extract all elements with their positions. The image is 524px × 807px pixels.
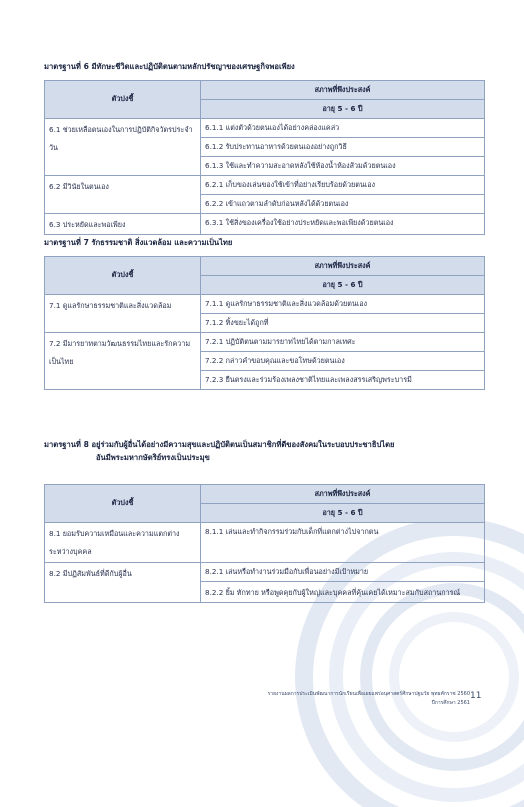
desired-item: 6.2.1 เก็บของเล่นของใช้เข้าที่อย่างเรียบร้อยด้วยตนเอง bbox=[201, 176, 485, 195]
standard-title-continued: อันมีพระมหากษัตริย์ทรงเป็นประมุข bbox=[96, 453, 210, 462]
standard-title: มาตรฐานที่ 8 อยู่ร่วมกับผู้อื่นได้อย่างมีความสุขและปฏิบัติตนเป็นสมาชิกที่ดีของสังคมในระบอบประชาธิปไตย bbox=[44, 440, 395, 449]
footer-academic-year: ปีการศึกษา 2561 bbox=[431, 700, 470, 706]
header-desired: สภาพที่พึงประสงค์ bbox=[201, 257, 485, 276]
footer-report-title: รายงานผลการประเมินพัฒนาการนักเรียนเพื่อเผยแพร่อนุศาสตร์ศึกษาปฐมวัย พุทธศักราช 2560 bbox=[267, 691, 470, 697]
indicator-cell: 6.1 ช่วยเหลือตนเองในการปฏิบัติกิจวัตรประจำวัน bbox=[45, 119, 201, 176]
standard-6-table bbox=[44, 80, 485, 235]
standard-7-title bbox=[44, 236, 484, 249]
header-indicator: ตัวบ่งชี้ bbox=[45, 485, 201, 523]
desired-item: 7.1.1 ดูแลรักษาธรรมชาติและสิ่งแวดล้อมด้วยตนเอง bbox=[201, 295, 485, 314]
desired-item: 6.1.2 รับประทานอาหารด้วยตนเองอย่างถูกวิธี bbox=[201, 138, 485, 157]
indicator-cell: 7.2 มีมารยาทตามวัฒนธรรมไทยและรักความเป็นไทย bbox=[45, 333, 201, 390]
desired-item: 6.1.1 แต่งตัวด้วยตนเองได้อย่างคล่องแคล่ว bbox=[201, 119, 485, 138]
header-age: อายุ 5 - 6 ปี bbox=[201, 100, 485, 119]
standard-8-title bbox=[44, 438, 484, 464]
desired-item: 7.1.2 ทิ้งขยะได้ถูกที่ bbox=[201, 314, 485, 333]
desired-item: 8.2.1 เล่นหรือทำงานร่วมมือกับเพื่อนอย่างมีเป้าหมาย bbox=[201, 563, 485, 582]
standard-6-title bbox=[44, 60, 484, 73]
standard-title: มาตรฐานที่ 6 มีทักษะชีวิตและปฏิบัติตนตามหลักปรัชญาของเศรษฐกิจพอเพียง bbox=[44, 62, 295, 71]
desired-item: 7.2.2 กล่าวคำขอบคุณและขอโทษด้วยตนเอง bbox=[201, 352, 485, 371]
header-age: อายุ 5 - 6 ปี bbox=[201, 504, 485, 523]
desired-item: 7.2.3 ยืนตรงและร่วมร้องเพลงชาติไทยและเพลงสรรเสริญพระบารมี bbox=[201, 371, 485, 390]
indicator-cell: 7.1 ดูแลรักษาธรรมชาติและสิ่งแวดล้อม bbox=[45, 295, 201, 333]
desired-item: 7.2.1 ปฏิบัติตนตามมารยาทไทยได้ตามกาลเทศะ bbox=[201, 333, 485, 352]
header-desired: สภาพที่พึงประสงค์ bbox=[201, 81, 485, 100]
desired-item: 6.1.3 ใช้และทำความสะอาดหลังใช้ห้องน้ำห้องส้วมด้วยตนเอง bbox=[201, 157, 485, 176]
header-age: อายุ 5 - 6 ปี bbox=[201, 276, 485, 295]
desired-item: 6.3.1 ใช้สิ่งของเครื่องใช้อย่างประหยัดและพอเพียงด้วยตนเอง bbox=[201, 214, 485, 235]
indicator-cell: 6.2 มีวินัยในตนเอง bbox=[45, 176, 201, 214]
indicator-cell: 8.2 มีปฏิสัมพันธ์ที่ดีกับผู้อื่น bbox=[45, 563, 201, 603]
desired-item: 6.2.2 เข้าแถวตามลำดับก่อนหลังได้ด้วยตนเอง bbox=[201, 195, 485, 214]
desired-item: 8.1.1 เล่นและทำกิจกรรมร่วมกับเด็กที่แตกต่างไปจากตน bbox=[201, 523, 485, 563]
standard-8-table bbox=[44, 484, 485, 603]
desired-item: 8.2.2 ยิ้ม ทักทาย หรือพูดคุยกับผู้ใหญ่และบุคคลที่คุ้นเคยได้เหมาะสมกับสถานการณ์ bbox=[201, 582, 485, 603]
header-indicator: ตัวบ่งชี้ bbox=[45, 257, 201, 295]
header-desired: สภาพที่พึงประสงค์ bbox=[201, 485, 485, 504]
standard-7-table bbox=[44, 256, 485, 390]
page-footer bbox=[190, 690, 470, 708]
header-indicator: ตัวบ่งชี้ bbox=[45, 81, 201, 119]
indicator-cell: 6.3 ประหยัดและพอเพียง bbox=[45, 214, 201, 235]
indicator-cell: 8.1 ยอมรับความเหมือนและความแตกต่างระหว่างบุคคล bbox=[45, 523, 201, 563]
standard-title: มาตรฐานที่ 7 รักธรรมชาติ สิ่งแวดล้อม และความเป็นไทย bbox=[44, 238, 233, 247]
page-number: 11 bbox=[470, 691, 482, 701]
